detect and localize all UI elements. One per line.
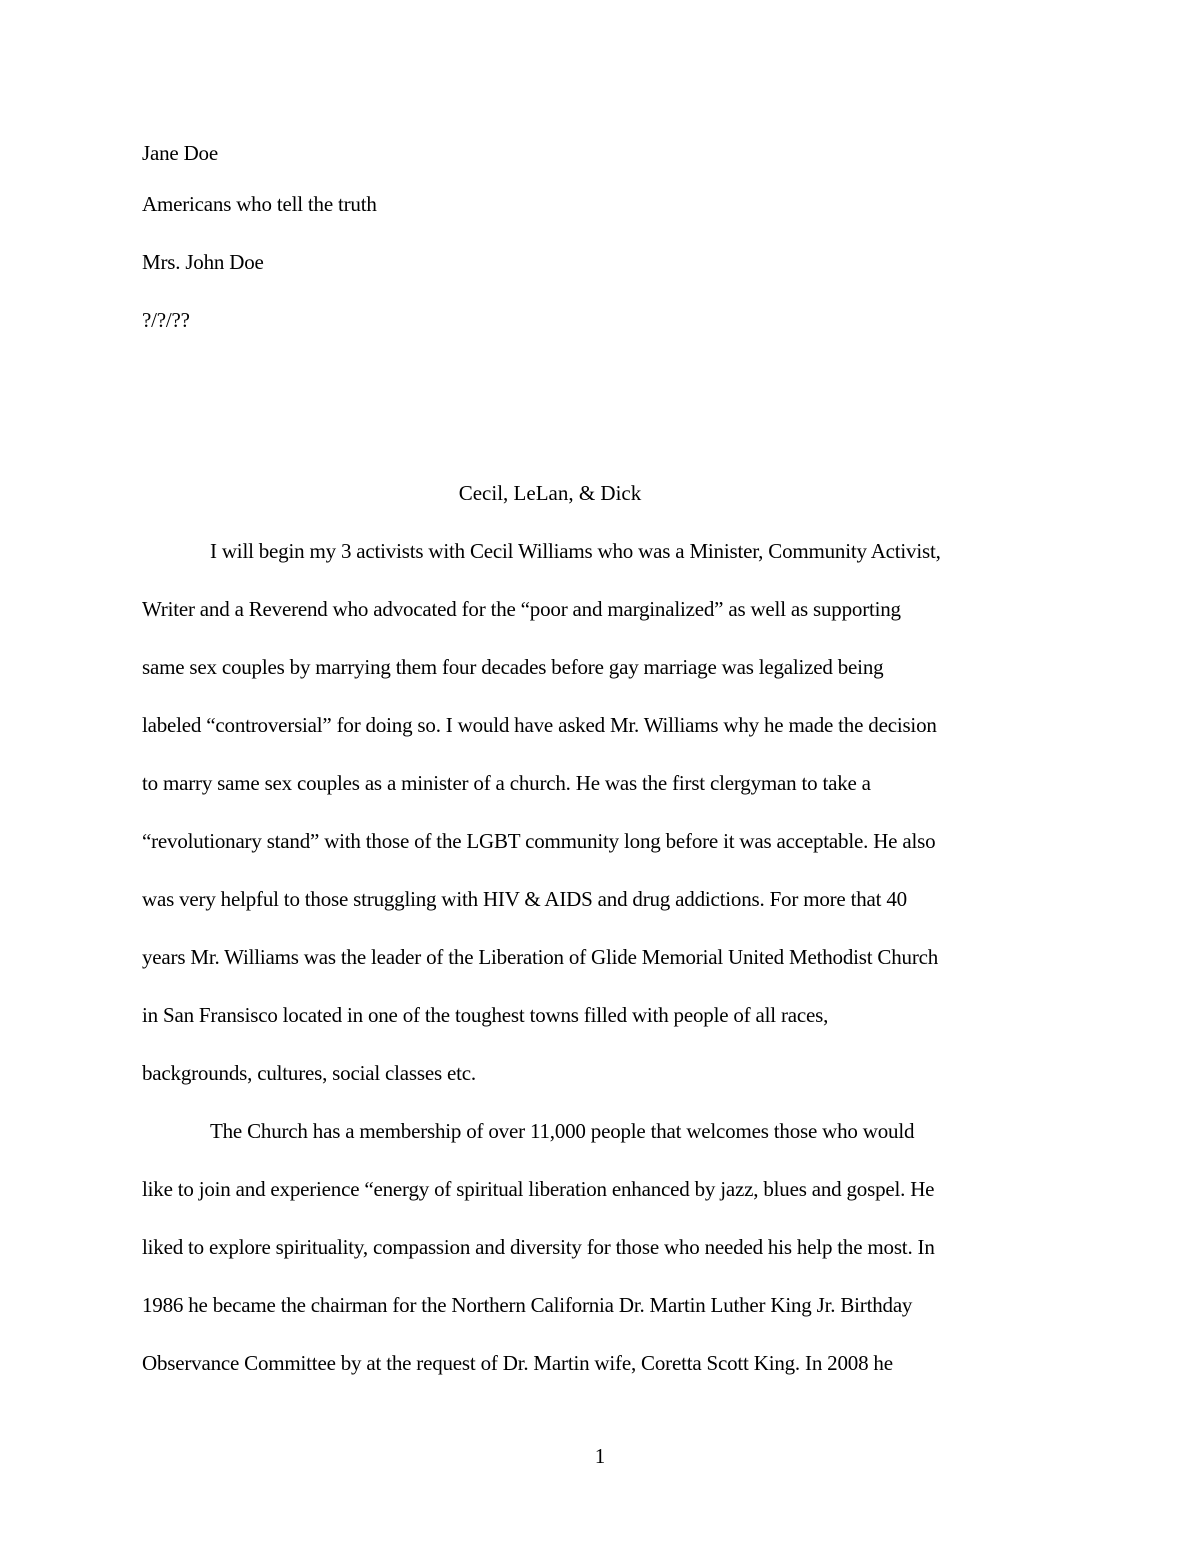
- body-line: like to join and experience “energy of spiritual liberation enhanced by jazz, blues and gospel. He: [142, 1177, 935, 1201]
- body-line: to marry same sex couples as a minister of a church. He was the first clergyman to take a: [142, 771, 871, 795]
- body-line: 1986 he became the chairman for the Northern California Dr. Martin Luther King Jr. Birthday: [142, 1293, 913, 1317]
- body-line: backgrounds, cultures, social classes etc.: [142, 1061, 476, 1085]
- body-line: Writer and a Reverend who advocated for the “poor and marginalized” as well as supporting: [142, 597, 901, 621]
- body-line: years Mr. Williams was the leader of the Liberation of Glide Memorial United Methodist Church: [142, 945, 939, 969]
- body-line: The Church has a membership of over 11,000 people that welcomes those who would: [210, 1119, 915, 1143]
- date-line: ?/?/??: [142, 308, 190, 332]
- teacher-name: Mrs. John Doe: [142, 250, 264, 274]
- body-line: “revolutionary stand” with those of the LGBT community long before it was acceptable. He also: [142, 829, 936, 853]
- body-line: I will begin my 3 activists with Cecil Williams who was a Minister, Community Activist,: [210, 539, 941, 563]
- body-line: was very helpful to those struggling with HIV & AIDS and drug addictions. For more that 40: [142, 887, 907, 911]
- course-name: Americans who tell the truth: [142, 192, 377, 216]
- body-line: same sex couples by marrying them four decades before gay marriage was legalized being: [142, 655, 884, 679]
- body-line: Observance Committee by at the request of Dr. Martin wife, Coretta Scott King. In 2008 he: [142, 1351, 893, 1375]
- page-number: 1: [594, 1444, 606, 1468]
- body-line: labeled “controversial” for doing so. I would have asked Mr. Williams why he made the decision: [142, 713, 937, 737]
- body-line: in San Fransisco located in one of the toughest towns filled with people of all races,: [142, 1003, 829, 1027]
- author-name: Jane Doe: [142, 141, 218, 165]
- essay-title: Cecil, LeLan, & Dick: [458, 481, 642, 505]
- body-line: liked to explore spirituality, compassion and diversity for those who needed his help the most. In: [142, 1235, 935, 1259]
